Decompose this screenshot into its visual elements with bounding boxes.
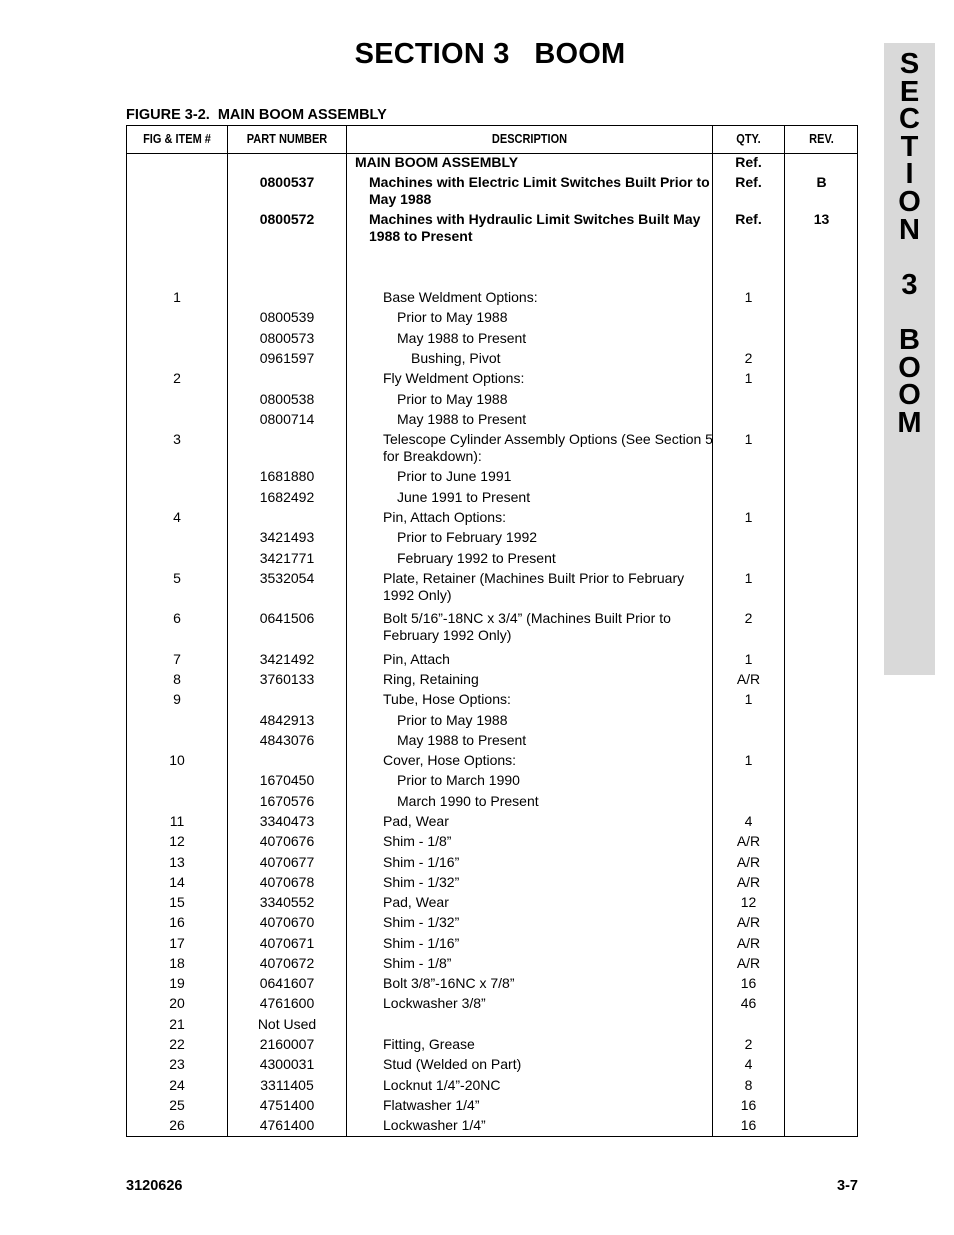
cell-qty: 1: [744, 431, 753, 447]
cell-description: May 1988 to Present: [397, 732, 527, 748]
side-tab-letter: B: [899, 323, 920, 356]
cell-fig-item: 21: [169, 1016, 185, 1032]
cell-description: Fly Weldment Options:: [383, 370, 525, 386]
cell-fig-item: 26: [169, 1117, 185, 1133]
cell-fig-item: 23: [169, 1056, 185, 1072]
cell-fig-item: 18: [169, 955, 185, 971]
cell-description: Shim - 1/32”: [383, 874, 460, 890]
cell-qty: Ref.: [735, 211, 762, 227]
header-fig-item: FIG & ITEM #: [143, 132, 211, 146]
cell-part-number: 4070677: [259, 854, 315, 870]
side-tab-letter: S: [899, 48, 920, 80]
side-tab-letter: I: [905, 158, 914, 191]
side-tab-letter: C: [899, 103, 920, 136]
cell-qty: 16: [740, 1117, 757, 1133]
cell-description: March 1990 to Present: [397, 793, 539, 809]
side-tab-letter: 3: [901, 268, 918, 301]
cell-qty: 8: [744, 1077, 753, 1093]
cell-qty: 12: [740, 894, 757, 910]
cell-part-number: 0800714: [259, 411, 315, 427]
cell-qty: 2: [744, 610, 753, 626]
cell-fig-item: 5: [173, 570, 181, 586]
cell-description: Cover, Hose Options:: [383, 752, 517, 768]
side-tab-letter: O: [898, 185, 921, 218]
header-description: DESCRIPTION: [491, 132, 568, 146]
page-title: SECTION 3 BOOM: [354, 38, 626, 70]
cell-description: Prior to March 1990: [397, 772, 520, 788]
cell-qty: 4: [744, 813, 753, 829]
cell-description: Prior to May 1988: [397, 712, 508, 728]
cell-description: Ring, Retaining: [383, 671, 479, 687]
cell-part-number: 4751400: [259, 1097, 315, 1113]
cell-description: Telescope Cylinder Assembly Options (See Section 5 for Breakdown):: [383, 431, 713, 464]
cell-part-number: 4070670: [259, 914, 315, 930]
cell-part-number: 2160007: [259, 1036, 315, 1052]
parts-table: [126, 125, 858, 1137]
cell-description: May 1988 to Present: [397, 411, 527, 427]
cell-qty: 2: [744, 1036, 753, 1052]
cell-qty: 1: [744, 752, 753, 768]
cell-description: February 1992 to Present: [397, 550, 556, 566]
cell-part-number: 0800538: [259, 391, 315, 407]
cell-rev: 13: [813, 211, 830, 227]
cell-part-number: 4070676: [259, 833, 315, 849]
cell-part-number: 1670450: [259, 772, 315, 788]
cell-qty: 1: [744, 509, 753, 525]
cell-part-number: 4070671: [259, 935, 315, 951]
cell-part-number: 4300031: [259, 1056, 315, 1072]
cell-part-number: 4761400: [259, 1117, 315, 1133]
header-part-number: PART NUMBER: [246, 132, 328, 146]
cell-description: Machines with Electric Limit Switches Built Prior to May 1988: [369, 174, 710, 207]
cell-part-number: 4761600: [259, 995, 315, 1011]
cell-description: Bolt 5/16”-18NC x 3/4” (Machines Built Prior to February 1992 Only): [383, 610, 671, 643]
cell-fig-item: 7: [173, 651, 181, 667]
side-tab-letter: T: [900, 130, 919, 163]
cell-description: Locknut 1/4”-20NC: [383, 1077, 501, 1093]
cell-qty: 16: [740, 1097, 757, 1113]
side-tab-letter: N: [899, 213, 920, 246]
column-divider: [346, 126, 347, 1136]
cell-part-number: 3311405: [260, 1077, 314, 1093]
cell-part-number: 0800539: [259, 309, 315, 325]
cell-fig-item: 20: [169, 995, 185, 1011]
cell-qty: Ref.: [735, 174, 762, 190]
cell-description: Pin, Attach Options:: [383, 509, 506, 525]
cell-fig-item: 6: [173, 610, 181, 626]
cell-fig-item: 2: [173, 370, 181, 386]
cell-description: Plate, Retainer (Machines Built Prior to February 1992 Only): [383, 570, 685, 603]
cell-part-number: Not Used: [257, 1016, 317, 1032]
cell-description: Pad, Wear: [383, 894, 449, 910]
side-tab-letter: O: [898, 379, 921, 412]
cell-qty: 1: [744, 289, 753, 305]
cell-description: Flatwasher 1/4”: [383, 1097, 480, 1113]
cell-qty: 1: [744, 651, 753, 667]
cell-qty: A/R: [736, 914, 761, 930]
side-tab-letter: E: [899, 75, 920, 108]
cell-qty: 1: [744, 370, 753, 386]
cell-fig-item: 25: [169, 1097, 185, 1113]
cell-description: Shim - 1/16”: [383, 854, 460, 870]
cell-part-number: 3532054: [259, 570, 315, 586]
cell-fig-item: 1: [173, 289, 181, 305]
cell-fig-item: 14: [169, 874, 185, 890]
figure-title: FIGURE 3-2. MAIN BOOM ASSEMBLY: [126, 107, 387, 123]
side-tab-letters: [884, 48, 935, 439]
cell-description: Pad, Wear: [383, 813, 449, 829]
cell-description: Prior to May 1988: [397, 391, 508, 407]
cell-part-number: 4843076: [259, 732, 315, 748]
cell-qty: 16: [740, 975, 757, 991]
cell-part-number: 3760133: [259, 671, 315, 687]
cell-fig-item: 9: [173, 691, 181, 707]
cell-fig-item: 17: [169, 935, 185, 951]
cell-qty: A/R: [736, 935, 761, 951]
cell-part-number: 0641506: [259, 610, 315, 626]
cell-description: Prior to May 1988: [397, 309, 508, 325]
cell-qty: 4: [744, 1056, 753, 1072]
cell-fig-item: 16: [169, 914, 185, 930]
header-rev: REV.: [809, 132, 834, 146]
cell-qty: Ref.: [735, 154, 762, 170]
cell-qty: A/R: [736, 874, 761, 890]
cell-part-number: 3421492: [259, 651, 315, 667]
cell-qty: A/R: [736, 854, 761, 870]
cell-part-number: 0961597: [259, 350, 315, 366]
cell-fig-item: 19: [169, 975, 185, 991]
cell-qty: 1: [744, 570, 753, 586]
cell-fig-item: 8: [173, 671, 181, 687]
section-side-tab: [884, 43, 935, 675]
cell-part-number: 1681880: [259, 468, 315, 484]
cell-part-number: 4842913: [259, 712, 315, 728]
cell-fig-item: 12: [169, 833, 185, 849]
cell-description: Bushing, Pivot: [411, 350, 501, 366]
cell-description: Machines with Hydraulic Limit Switches Built May 1988 to Present: [369, 211, 701, 244]
side-tab-letter: [884, 299, 935, 327]
cell-description: Lockwasher 3/8”: [383, 995, 486, 1011]
page-number: 3-7: [837, 1178, 858, 1194]
cell-fig-item: 22: [169, 1036, 185, 1052]
cell-description: June 1991 to Present: [397, 489, 531, 505]
cell-fig-item: 24: [169, 1077, 185, 1093]
cell-description: Stud (Welded on Part): [383, 1056, 522, 1072]
cell-qty: 2: [744, 350, 753, 366]
column-divider: [784, 126, 785, 1136]
cell-part-number: 0800572: [259, 211, 315, 227]
cell-description: Shim - 1/8”: [383, 833, 452, 849]
cell-description: Prior to February 1992: [397, 529, 538, 545]
cell-part-number: 0800537: [259, 174, 315, 190]
cell-fig-item: 13: [169, 854, 185, 870]
cell-description: Shim - 1/32”: [383, 914, 460, 930]
cell-description: Lockwasher 1/4”: [383, 1117, 486, 1133]
cell-qty: 1: [744, 691, 753, 707]
header-qty: QTY.: [736, 132, 761, 146]
cell-part-number: 0800573: [259, 330, 315, 346]
cell-qty: A/R: [736, 955, 761, 971]
cell-part-number: 4070678: [259, 874, 315, 890]
cell-part-number: 1670576: [259, 793, 315, 809]
side-tab-letter: M: [897, 406, 922, 439]
cell-part-number: 4070672: [259, 955, 315, 971]
cell-rev: B: [816, 174, 827, 190]
cell-fig-item: 3: [173, 431, 181, 447]
cell-fig-item: 10: [169, 752, 185, 768]
cell-description: Pin, Attach: [383, 651, 450, 667]
cell-part-number: 3421493: [259, 529, 315, 545]
cell-fig-item: 15: [169, 894, 185, 910]
cell-qty: A/R: [736, 833, 761, 849]
cell-description: Bolt 3/8”-16NC x 7/8”: [383, 975, 515, 991]
cell-description: Fitting, Grease: [383, 1036, 475, 1052]
cell-description: MAIN BOOM ASSEMBLY: [355, 154, 519, 170]
cell-part-number: 3340552: [259, 894, 315, 910]
cell-description: Shim - 1/8”: [383, 955, 452, 971]
cell-description: Tube, Hose Options:: [383, 691, 511, 707]
cell-description: Shim - 1/16”: [383, 935, 460, 951]
cell-fig-item: 11: [169, 813, 185, 829]
cell-description: May 1988 to Present: [397, 330, 527, 346]
side-tab-letter: O: [898, 351, 921, 384]
cell-qty: A/R: [736, 671, 761, 687]
cell-part-number: 3340473: [259, 813, 315, 829]
cell-description: Base Weldment Options:: [383, 289, 538, 305]
cell-qty: 46: [740, 995, 757, 1011]
cell-part-number: 3421771: [259, 550, 315, 566]
document-number: 3120626: [126, 1178, 183, 1194]
cell-part-number: 1682492: [259, 489, 315, 505]
cell-part-number: 0641607: [259, 975, 315, 991]
side-tab-letter: [884, 244, 935, 272]
cell-fig-item: 4: [173, 509, 181, 525]
cell-description: Prior to June 1991: [397, 468, 512, 484]
